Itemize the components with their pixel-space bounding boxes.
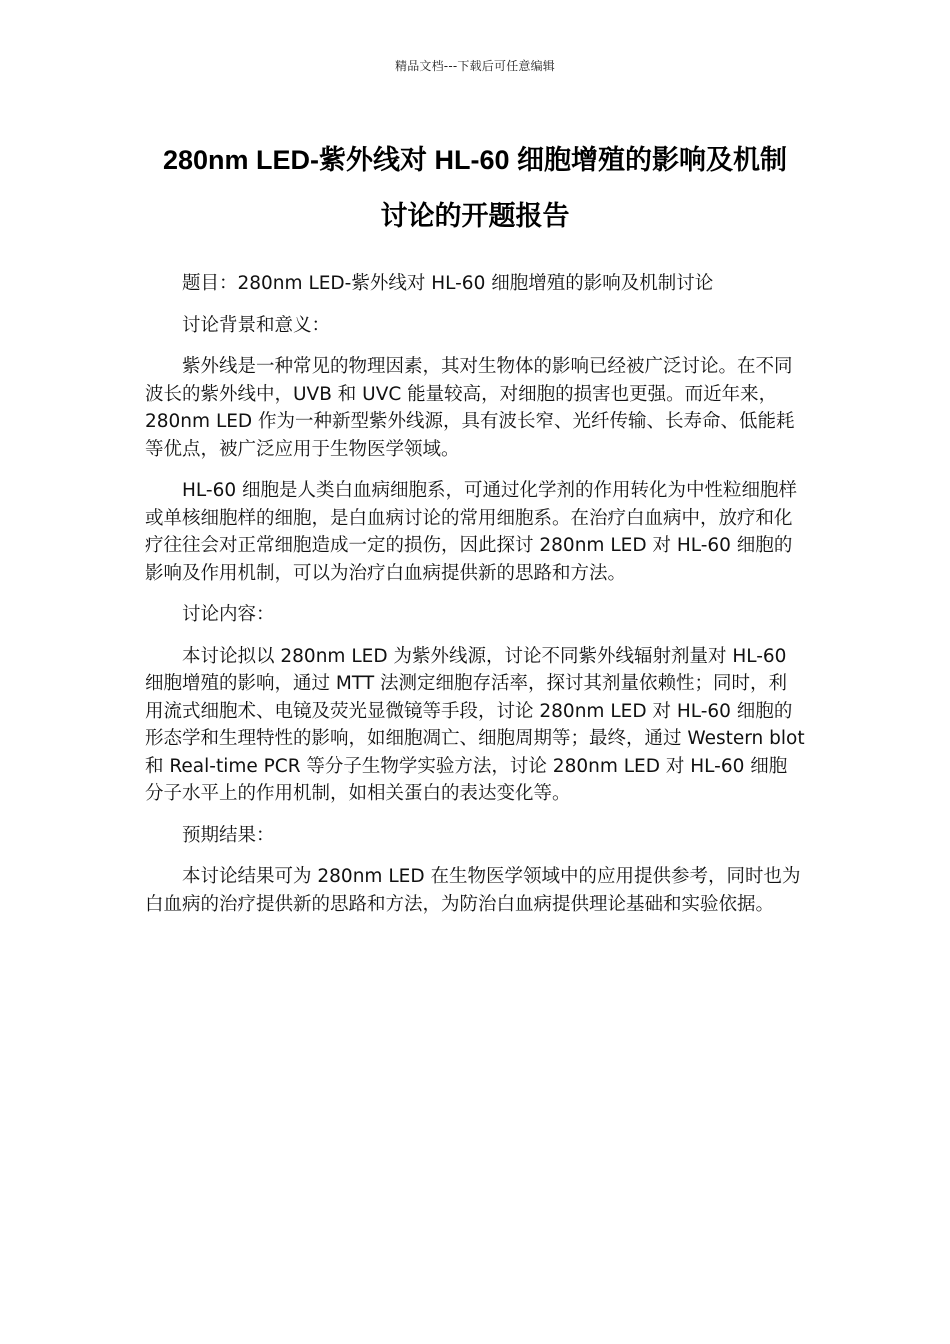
document-body xyxy=(145,270,805,918)
page-header-note: 精品文档---下载后可任意编辑 xyxy=(395,59,555,73)
results-paragraph-1: 本讨论结果可为 280nm LED 在生物医学领域中的应用提供参考，同时也为白血病的治疗提供新的思路和方法，为防治白血病提供理论基础和实验依据。 xyxy=(145,866,801,915)
topic-line: 题目：280nm LED-紫外线对 HL-60 细胞增殖的影响及机制讨论 xyxy=(182,273,714,294)
results-heading: 预期结果： xyxy=(182,824,275,846)
background-paragraph-1: 紫外线是一种常见的物理因素，其对生物体的影响已经被广泛讨论。在不同波长的紫外线中，UVB 和 UVC 能量较高，对细胞的损害也更强。而近年来，280nm LED 作为一种新型紫外线源，具有波长窄、光纤传输、长寿命、低能耗等优点，被广泛应用于生物医学领域。 xyxy=(145,356,795,460)
content-paragraph-1: 本讨论拟以 280nm LED 为紫外线源，讨论不同紫外线辐射剂量对 HL-60 细胞增殖的影响，通过 MTT 法测定细胞存活率，探讨其剂量依赖性；同时，利用流式细胞术、电镜及荧光显微镜等手段，讨论 280nm LED 对 HL-60 细胞的形态学和生理特性的影响，如细胞凋亡、细胞周期等；最终，通过 Western blot 和 Real-time PCR 等分子生物学实验方法，讨论 280nm LED 对 HL-60 细胞分子水平上的作用机制，如相关蛋白的表达变化等。 xyxy=(145,645,805,804)
background-paragraph-2: HL-60 细胞是人类白血病细胞系，可通过化学剂的作用转化为中性粒细胞样或单核细胞样的细胞，是白血病讨论的常用细胞系。在治疗白血病中，放疗和化疗往往会对正常细胞造成一定的损伤，因此探讨 280nm LED 对 HL-60 细胞的影响及作用机制，可以为治疗白血病提供新的思路和方法。 xyxy=(145,480,797,584)
content-heading: 讨论内容： xyxy=(182,604,275,625)
document-title-line-1: 280nm LED-紫外线对 HL-60 细胞增殖的影响及机制 xyxy=(162,145,788,175)
background-heading: 讨论背景和意义： xyxy=(182,314,331,336)
document-title-line-2: 讨论的开题报告 xyxy=(380,201,570,231)
document-title xyxy=(100,132,850,244)
